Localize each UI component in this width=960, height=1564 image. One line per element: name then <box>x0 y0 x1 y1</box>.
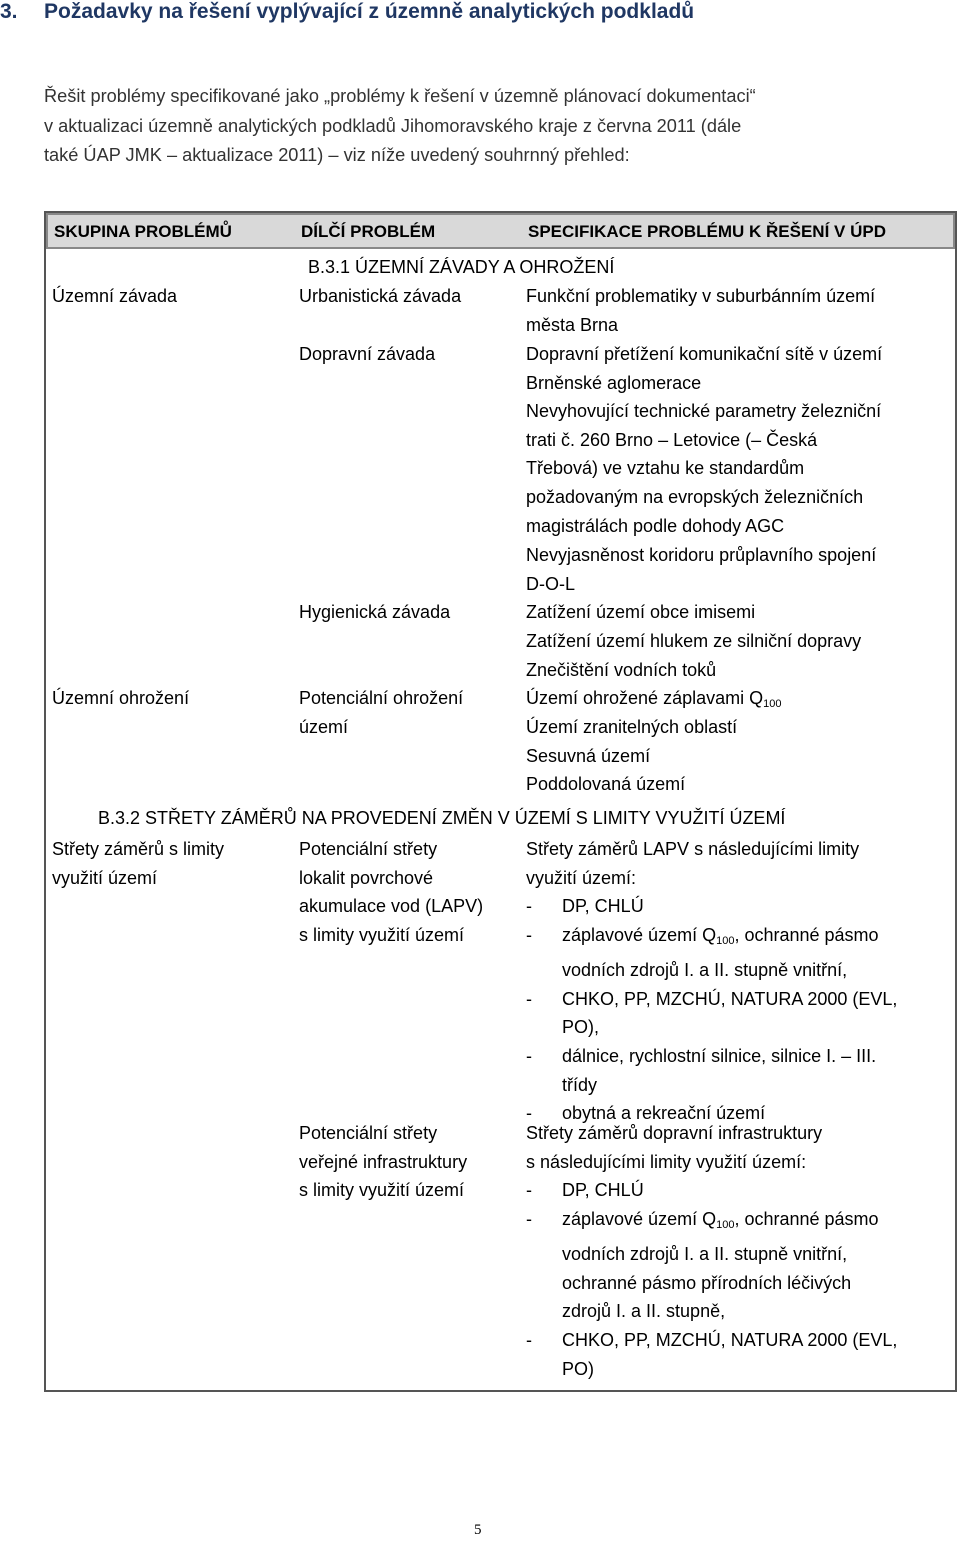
list-text <box>526 921 897 956</box>
cell-line: Třebová) ve vztahu ke standardům <box>526 458 805 479</box>
spec-hluk: Zatížení území hlukem ze silniční dopravy <box>526 631 862 651</box>
header-specification: SPECIFIKACE PROBLÉMU K ŘEŠENÍ V ÚPD <box>528 222 886 241</box>
bullet: - <box>526 896 532 917</box>
problems-table <box>44 211 957 1392</box>
text: , ochranné pásmo <box>734 925 879 946</box>
page-number: 5 <box>474 1522 482 1538</box>
cell-line: Nevyjasněnost koridoru průplavního spojení <box>526 545 877 565</box>
cell-line: lokalit povrchové <box>299 867 434 888</box>
cell-line: Brněnské aglomerace <box>526 372 702 393</box>
bullet: - <box>526 1045 532 1066</box>
heading-number: 3. <box>0 0 18 23</box>
spec-imise: Zatížení území obce imisemi <box>526 602 756 622</box>
list-text: vodních zdrojů I. a II. stupně vnitřní, <box>562 959 848 980</box>
intro-line: v aktualizaci územně analytických podkladů Jihomoravského kraje z června 2011 (dále <box>44 115 742 136</box>
sub-dopravni: Dopravní závada <box>299 344 436 364</box>
sub-potencialni-ohrozeni <box>299 684 463 741</box>
spec-urbanisticka <box>526 282 875 339</box>
intro-paragraph <box>44 82 924 171</box>
bullet: - <box>526 1180 532 1201</box>
list-item <box>526 985 897 1014</box>
list-text: dálnice, rychlostní silnice, silnice I. – III. <box>562 1045 877 1066</box>
heading-title: Požadavky na řešení vyplývající z územně analytických podkladů <box>44 0 695 23</box>
section-title-b31: B.3.1 ÚZEMNÍ ZÁVADY A OHROŽENÍ <box>308 257 615 277</box>
cell-text: Území ohrožené záplavami Q <box>526 688 764 708</box>
text: , ochranné pásmo <box>734 1209 879 1230</box>
list-text: zdrojů I. a II. stupně, <box>562 1301 726 1322</box>
cell-line: trati č. 260 Brno – Letovice (– Česká <box>526 429 818 450</box>
spec-verejna-infrastruktura <box>526 1119 897 1383</box>
bullet: - <box>526 988 532 1009</box>
group-uzemni-zavada: Územní závada <box>52 286 178 306</box>
cell-line: požadovaným na evropských železničních <box>526 487 864 508</box>
cell-line: využití území: <box>526 867 637 888</box>
sub-verejna-infrastruktura <box>299 1119 467 1205</box>
list-text: PO) <box>562 1358 595 1379</box>
sub-urbanisticka: Urbanistická závada <box>299 286 462 306</box>
table-header-row <box>46 213 955 249</box>
list-text: CHKO, PP, MZCHÚ, NATURA 2000 (EVL, <box>562 988 898 1009</box>
cell-line: s limity využití území <box>299 1180 465 1201</box>
section-heading <box>0 0 694 24</box>
list-item <box>526 1176 897 1205</box>
list-item <box>526 892 897 921</box>
header-subproblem: DÍLČÍ PROBLÉM <box>301 222 436 241</box>
section-title-b32: B.3.2 STŘETY ZÁMĚRŮ NA PROVEDENÍ ZMĚN V ÚZEMÍ S LIMITY VYUŽITÍ ÚZEMÍ <box>98 808 786 828</box>
list-text: obytná a rekreační území <box>562 1103 766 1124</box>
cell-line: veřejné infrastruktury <box>299 1151 468 1172</box>
sub-hygienicka: Hygienická závada <box>299 602 451 622</box>
list-text <box>526 1205 897 1240</box>
cell-line: s následujícími limity využití území: <box>526 1151 807 1172</box>
subscript: 100 <box>763 698 782 710</box>
list-item <box>526 921 897 956</box>
group-uzemni-ohrozeni: Územní ohrožení <box>52 688 190 708</box>
spec-lapv <box>526 835 897 1128</box>
group-strety <box>52 835 224 892</box>
bullet: - <box>526 1103 532 1124</box>
cell-line: města Brna <box>526 314 619 335</box>
cell-line: Potenciální střety <box>299 839 438 859</box>
list-text: CHKO, PP, MZCHÚ, NATURA 2000 (EVL, <box>562 1329 898 1350</box>
list-text: ochranné pásmo přírodních léčivých <box>562 1272 852 1293</box>
intro-line: také ÚAP JMK – aktualizace 2011) – viz níže uvedený souhrnný přehled: <box>44 145 630 165</box>
list-item <box>526 1205 897 1240</box>
cell-line: Potenciální střety <box>299 1123 438 1143</box>
bullet: - <box>526 1329 532 1350</box>
subscript: 100 <box>716 935 735 948</box>
text: záplavové území Q <box>562 925 717 946</box>
sub-lapv <box>299 835 483 950</box>
cell-line: Potenciální ohrožení <box>299 688 464 708</box>
cell-line: s limity využití území <box>299 925 465 946</box>
cell-line: území <box>299 716 349 737</box>
cell-line: Střety záměrů LAPV s následujícími limity <box>526 839 860 859</box>
header-group: SKUPINA PROBLÉMŮ <box>54 222 232 241</box>
spec-zranitelne: Území zranitelných oblastí <box>526 717 738 737</box>
cell-line: Dopravní přetížení komunikační sítě v území <box>526 344 883 364</box>
cell-line: Střety záměrů s limity <box>52 839 225 859</box>
spec-pruplav <box>526 541 876 598</box>
list-item <box>526 1042 897 1071</box>
text: záplavové území Q <box>562 1209 717 1230</box>
cell-line: Funkční problematiky v suburbánním území <box>526 286 876 306</box>
spec-poddolovana: Poddolovaná území <box>526 774 686 794</box>
bullet: - <box>526 1209 532 1230</box>
spec-sesuvna: Sesuvná území <box>526 746 651 766</box>
intro-line: Řešit problémy specifikované jako „problémy k řešení v územně plánovací dokumentaci“ <box>44 86 756 106</box>
list-text: DP, CHLÚ <box>562 896 644 917</box>
cell-line: využití území <box>52 867 158 888</box>
list-item <box>526 1326 897 1355</box>
cell-line: Střety záměrů dopravní infrastruktury <box>526 1123 823 1143</box>
list-text: třídy <box>562 1074 598 1095</box>
list-text: vodních zdrojů I. a II. stupně vnitřní, <box>562 1243 848 1264</box>
subscript: 100 <box>716 1219 735 1232</box>
cell-line: Nevyhovující technické parametry železniční <box>526 401 882 421</box>
cell-line: D-O-L <box>526 573 575 594</box>
spec-vodni-toky: Znečištění vodních toků <box>526 660 717 680</box>
bullet: - <box>526 925 532 946</box>
list-text: DP, CHLÚ <box>562 1180 644 1201</box>
list-text: PO), <box>562 1017 600 1038</box>
cell-line: magistrálách podle dohody AGC <box>526 515 785 536</box>
cell-line: akumulace vod (LAPV) <box>299 896 484 917</box>
spec-zeleznicni-trat <box>526 397 881 541</box>
spec-dopravni-pretizeni <box>526 340 882 397</box>
